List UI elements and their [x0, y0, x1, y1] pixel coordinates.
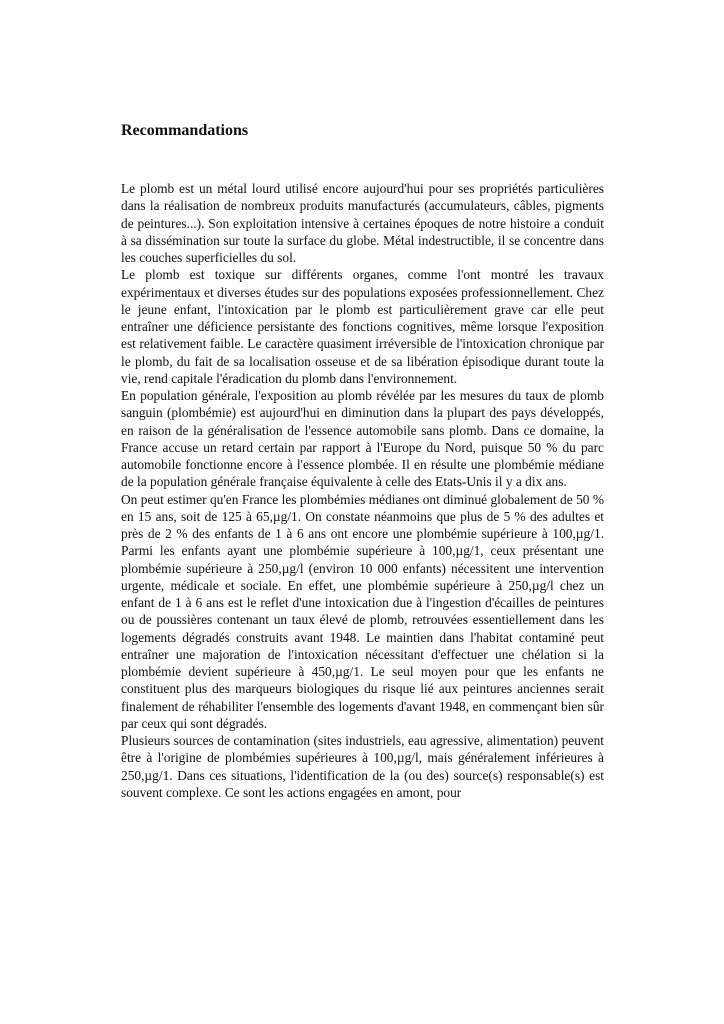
page-title: Recommandations: [121, 122, 249, 139]
paragraph-toxicite: Le plomb est toxique sur différents organes, comme l'ont montré les travaux expérimentaux et diverses études sur des populations exposées professionnellement. Chez le jeune enfant, l'intoxication par le plomb est particulièrement grave car elle peut entraîner une déficience persistante des fonctions cognitives, même lorsque l'exposition est relativement faible. Le caractère quasiment irréversible de l'intoxication chronique par le plomb, du fait de sa localisation osseuse et de sa libération épisodique durant toute la vie, rend capitale l'éradication du plomb dans l'environnement.: [121, 267, 604, 386]
paragraph-plombemies-france: On peut estimer qu'en France les plombémies médianes ont diminué globalement de 50 % en 15 ans, soit de 125 à 65,µg/1. On constate néanmoins que plus de 5 % des adultes et près de 2 % des enfants de 1 à 6 ans ont encore une plombémie supérieure à 100,µg/1. Parmi les enfants ayant une plombémie supérieure à 100,µg/1, ceux présentant une plombémie supérieure à 250,µg/l (environ 10 000 enfants) nécessitent une intervention urgente, médicale et sociale. En effet, une plombémie supérieure à 250,µg/l chez un enfant de 1 à 6 ans est le reflet d'une intoxication due à l'ingestion d'écailles de peintures ou de poussières contenant un taux élevé de plomb, retrouvées essentiellement dans les logements dégradés construits avant 1948. Le maintien dans l'habitat contaminé peut entraîner une majoration de l'intoxication nécessitant d'effectuer une chélation si la plombémie devient supérieure à 450,µg/1. Le seul moyen pour que les enfants ne constituent plus des marqueurs biologiques du risque lié aux peintures anciennes serait finalement de réhabiliter l'ensemble des logements d'avant 1948, en commençant bien sûr par ceux qui sont dégradés.: [121, 491, 604, 731]
document-body: [121, 180, 604, 801]
paragraph-population-generale: En population générale, l'exposition au plomb révélée par les mesures du taux de plomb sanguin (plombémie) est aujourd'hui en diminution dans la plupart des pays développés, en raison de la généralisation de l'essence automobile sans plomb. Dans ce domaine, la France accuse un retard certain par rapport à l'Europe du Nord, puisque 50 % du parc automobile fonctionne encore à l'essence plombée. Il en résulte une plombémie médiane de la population générale française équivalente à celle des Etats-Unis il y a dix ans.: [121, 388, 604, 490]
paragraph-sources-contamination: Plusieurs sources de contamination (sites industriels, eau agressive, alimentation) peuvent être à l'origine de plombémies supérieures à 100,µg/l, mais généralement inférieures à 250,µg/1. Dans ces situations, l'identification de la (ou des) source(s) responsable(s) est souvent complexe. Ce sont les actions engagées en amont, pour: [121, 733, 604, 800]
paragraph-plomb-introduction: Le plomb est un métal lourd utilisé encore aujourd'hui pour ses propriétés particulières dans la réalisation de nombreux produits manufacturés (accumulateurs, câbles, pigments de peintures...). Son exploitation intensive à certaines époques de notre histoire a conduit à sa dissémination sur toute la surface du globe. Métal indestructible, il se concentre dans les couches superficielles du sol.: [121, 181, 604, 265]
